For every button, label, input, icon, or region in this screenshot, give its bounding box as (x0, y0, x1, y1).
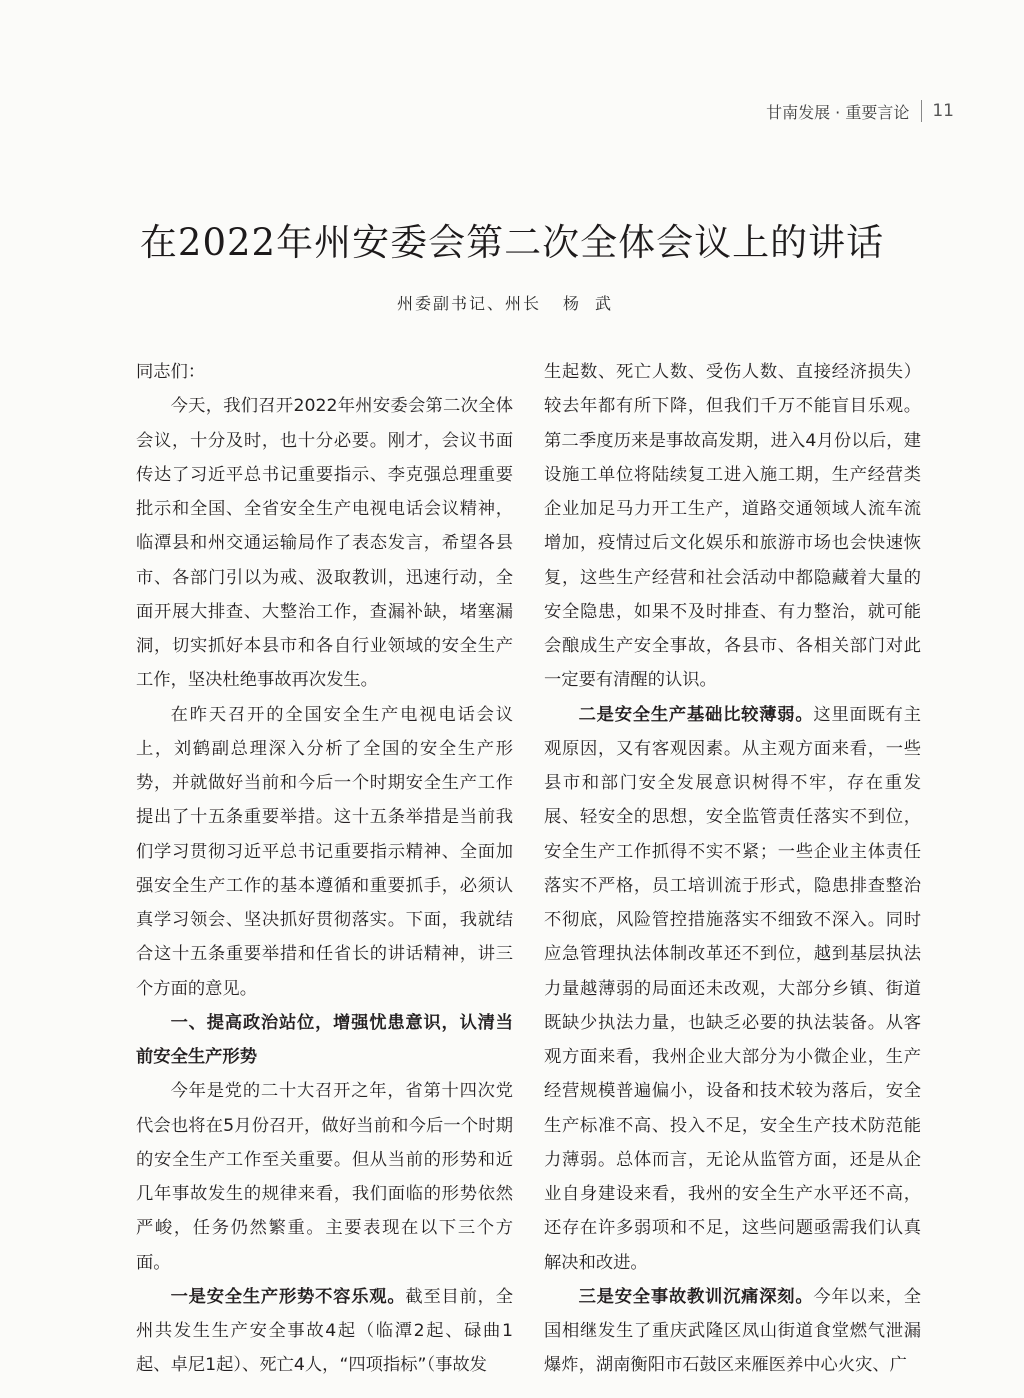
salutation: 同志们： (136, 362, 206, 382)
left-column (136, 355, 513, 1383)
point-body: 这里面既有主观原因，又有客观因素。从主观方面来看，一些县市和部门安全发展意识树得不牢，存在重发展、轻安全的思想，安全监管责任落实不到位，安全生产工作抓得不实不紧；一些企业主体责任落实不严格，员工培训流于形式，隐患排查整治不彻底，风险管控措施落实不细致不深入。同时应急管理执法体制改革还不到位，越到基层执法力量越薄弱的局面还未改观，大部分乡镇、街道既缺少执法力量，也缺乏必要的执法装备。从客观方面来看，我州企业大部分为小微企业，生产经营规模普遍偏小，设备和技术较为落后，安全生产标准不高、投入不足，安全生产技术防范能力薄弱。总体而言，无论从监管方面，还是从企业自身建设来看，我州的安全生产水平还不高，还存在许多弱项和不足，这些问题亟需我们认真解决和改进。 (544, 704, 921, 1273)
paragraph: 今年是党的二十大召开之年，省第十四次党代会也将在5月份召开，做好当前和今后一个时期的安全生产工作至关重要。但从当前的形势和近几年事故发生的规律来看，我们面临的形势依然严峻，任务仍然繁重。主要表现在以下三个方面。 (136, 1081, 513, 1273)
point-lead: 一是安全生产形势不容乐观。 (170, 1286, 406, 1307)
byline (0, 291, 1024, 314)
paragraph (544, 1280, 921, 1383)
section-heading: 一、提高政治站位，增强忧患意识，认清当前安全生产形势 (136, 1012, 513, 1067)
author-title: 州委副书记、州长 (396, 294, 541, 313)
paragraph (136, 1280, 513, 1383)
right-column (544, 355, 921, 1383)
point-lead: 二是安全生产基础比较薄弱。 (578, 704, 814, 725)
point-body: 今年以来，全国相继发生了重庆武隆区凤山街道食堂燃气泄漏爆炸，湖南衡阳市石鼓区来雁医养中心火灾、广 (544, 1286, 921, 1376)
page-number: 11 (932, 101, 954, 121)
point-body: 截至目前，全州共发生生产安全事故4起（临潭2起、碌曲1起、卓尼1起）、死亡4人，“四项指标”（事故发 (136, 1286, 513, 1376)
paragraph: 今天，我们召开2022年州安委会第二次全体会议，十分及时，也十分必要。刚才，会议书面传达了习近平总书记重要指示、李克强总理重要批示和全国、全省安全生产电视电话会议精神，临潭县和州交通运输局作了表态发言，希望各县市、各部门引以为戒、汲取教训，迅速行动，全面开展大排查、大整治工作，查漏补缺，堵塞漏洞，切实抓好本县市和各自行业领域的安全生产工作，坚决杜绝事故再次发生。 (136, 396, 513, 691)
header-divider (921, 100, 922, 122)
running-head (766, 97, 954, 125)
article-title: 在2022年州安委会第二次全体会议上的讲话 (139, 221, 885, 264)
paragraph-continued: 生起数、死亡人数、受伤人数、直接经济损失）较去年都有所下降，但我们千万不能盲目乐观。第二季度历来是事故高发期，进入4月份以后，建设施工单位将陆续复工进入施工期，生产经营类企业加足马力开工生产，道路交通领域人流车流增加，疫情过后文化娱乐和旅游市场也会快速恢复，这些生产经营和社会活动中都隐藏着大量的安全隐患，如果不及时排查、有力整治，就可能会酿成生产安全事故，各县市、各相关部门对此一定要有清醒的认识。 (544, 362, 921, 691)
author-name: 杨武 (563, 294, 628, 313)
point-lead: 三是安全事故教训沉痛深刻。 (578, 1286, 814, 1307)
paragraph: 在昨天召开的全国安全生产电视电话会议上，刘鹤副总理深入分析了全国的安全生产形势，并就做好当前和今后一个时期安全生产工作提出了十五条重要举措。这十五条举措是当前我们学习贯彻习近平总书记重要指示精神、全面加强安全生产工作的基本遵循和重要抓手，必须认真学习领会、坚决抓好贯彻落实。下面，我就结合这十五条重要举措和任省长的讲话精神，讲三个方面的意见。 (136, 704, 513, 999)
section-label: 甘南发展 · 重要言论 (766, 102, 910, 122)
paragraph (544, 698, 921, 1280)
